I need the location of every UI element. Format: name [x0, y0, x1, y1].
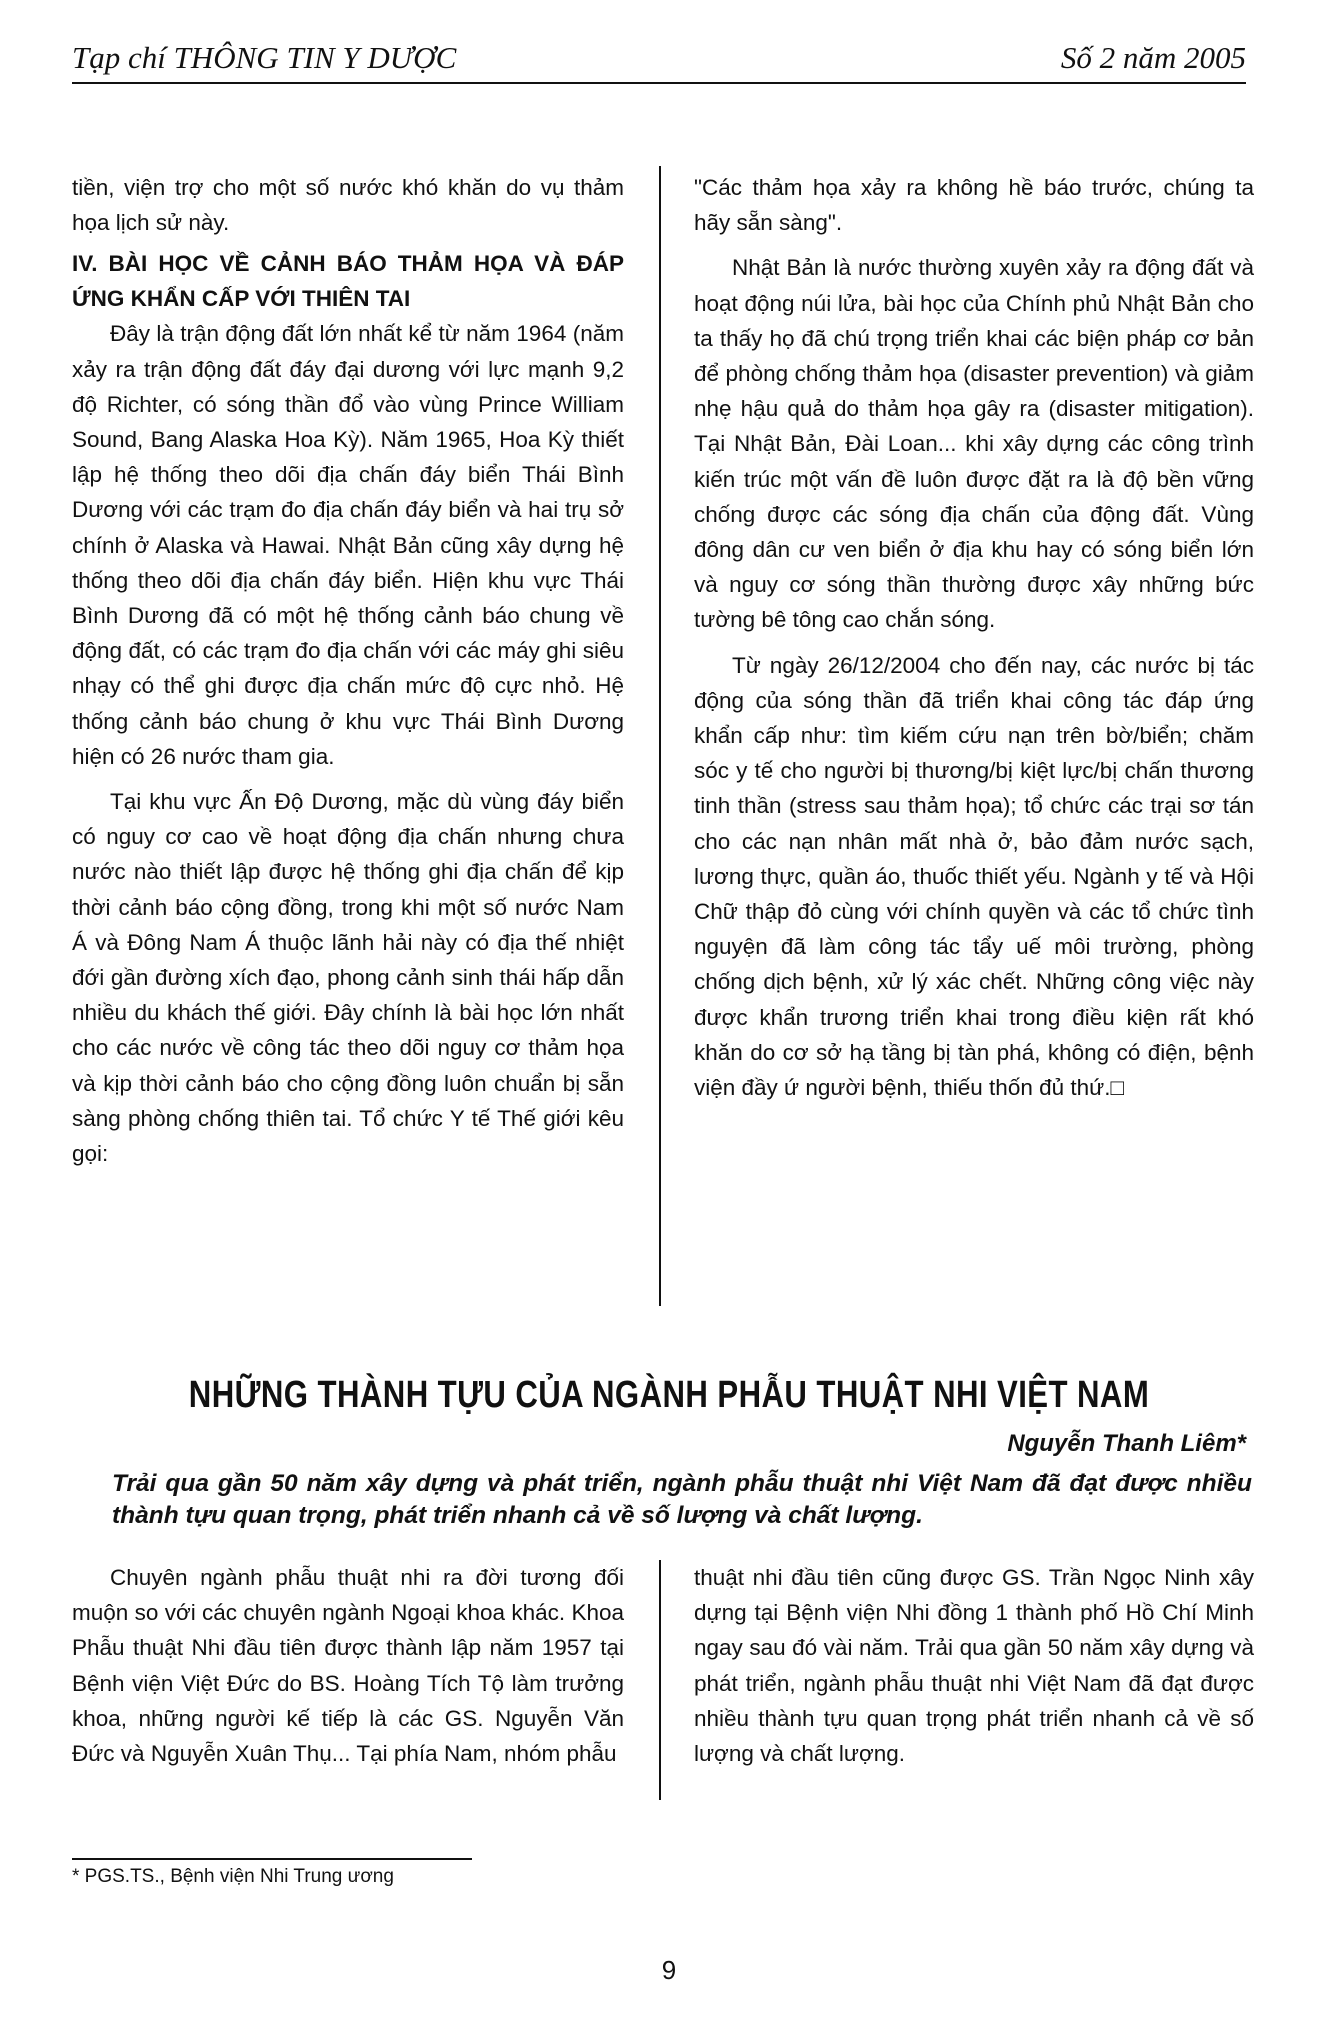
paragraph	[694, 648, 1254, 1106]
paragraph: thuật nhi đầu tiên cũng được GS. Trần Ngọc Ninh xây dựng tại Bệnh viện Nhi đồng 1 thành phố Hồ Chí Minh ngay sau đó vài năm. Trải qua gần 50 năm xây dựng và phát triển, ngành phẫu thuật nhi Việt Nam đã đạt được nhiều thành tựu quan trọng phát triển nhanh cả về số lượng và chất lượng.	[694, 1565, 1254, 1767]
issue-label: Số 2 năm 2005	[1060, 40, 1246, 75]
journal-title: Tạp chí THÔNG TIN Y DƯỢC	[72, 40, 457, 75]
column-divider	[659, 1560, 661, 1800]
article-title: NHỮNG THÀNH TỰU CỦA NGÀNH PHẪU THUẬT NHI VIỆT NAM	[188, 1374, 1150, 1416]
article-left-column	[72, 1560, 624, 1771]
end-mark: □	[1110, 1075, 1125, 1101]
right-column	[694, 170, 1254, 1105]
paragraph-text: Từ ngày 26/12/2004 cho đến nay, các nước bị tác động của sóng thần đã triển khai công tác đáp ứng khẩn cấp như: tìm kiếm cứu nạn trên bờ/biển; chăm sóc y tế cho người bị thương/bị kiệt lực/bị chấn thương tinh thần (stress sau thảm họa); tổ chức các trại sơ tán cho các nạn nhân mất nhà ở, bảo đảm nước sạch, lương thực, quần áo, thuốc thiết yếu. Ngành y tế và Hội Chữ thập đỏ cùng với chính quyền và các tổ chức tình nguyện đã làm công tác tẩy uế môi trường, phòng chống dịch bệnh, xử lý xác chết. Những công việc này được khẩn trương triển khai trong điều kiện rất khó khăn do cơ sở hạ tầng bị tàn phá, không có điện, bệnh viện đầy ứ người bệnh, thiếu thốn đủ thứ.	[694, 652, 1254, 1101]
section-heading: IV. BÀI HỌC VỀ CẢNH BÁO THẢM HỌA VÀ ĐÁP ỨNG KHẨN CẤP VỚI THIÊN TAI	[72, 251, 624, 312]
page-header	[72, 34, 1246, 84]
paragraph: "Các thảm họa xảy ra không hề báo trước, chúng ta hãy sẵn sàng".	[694, 175, 1254, 236]
paragraph: Chuyên ngành phẫu thuật nhi ra đời tương đối muộn so với các chuyên ngành Ngoại khoa khác. Khoa Phẫu thuật Nhi đầu tiên được thành lập năm 1957 tại Bệnh viện Việt Đức do BS. Hoàng Tích Tộ làm trưởng khoa, những người kế tiếp là các GS. Nguyễn Văn Đức và Nguyễn Xuân Thụ... Tại phía Nam, nhóm phẫu	[72, 1565, 624, 1767]
column-divider	[659, 166, 661, 1306]
paragraph: Tại khu vực Ấn Độ Dương, mặc dù vùng đáy biển có nguy cơ cao về hoạt động địa chấn nhưng chưa nước nào thiết lập được hệ thống ghi địa chấn để kịp thời cảnh báo cộng đồng, trong khi một số nước Nam Á và Đông Nam Á thuộc lãnh hải này có địa thế nhiệt đới gần đường xích đạo, phong cảnh sinh thái hấp dẫn nhiều du khách thế giới. Đây chính là bài học lớn nhất cho các nước về công tác theo dõi nguy cơ thảm họa và kịp thời cảnh báo cho cộng đồng luôn chuẩn bị sẵn sàng phòng chống thiên tai. Tổ chức Y tế Thế giới kêu gọi:	[72, 789, 624, 1167]
left-column	[72, 170, 624, 1171]
article-abstract: Trải qua gần 50 năm xây dựng và phát triển, ngành phẫu thuật nhi Việt Nam đã đạt được nhiều thành tựu quan trọng, phát triển nhanh cả về số lượng và chất lượng.	[112, 1470, 1252, 1529]
footnote: * PGS.TS., Bệnh viện Nhi Trung ương	[72, 1866, 394, 1887]
paragraph: Đây là trận động đất lớn nhất kể từ năm 1964 (năm xảy ra trận động đất đáy đại dương với lực mạnh 9,2 độ Richter, có sóng thần đổ vào vùng Prince William Sound, Bang Alaska Hoa Kỳ). Năm 1965, Hoa Kỳ thiết lập hệ thống theo dõi địa chấn đáy biển Thái Bình Dương với các trạm đo địa chấn đáy biển và hai trụ sở chính ở Alaska và Hawai. Nhật Bản cũng xây dựng hệ thống theo dõi địa chấn đáy biển. Hiện khu vực Thái Bình Dương đã có một hệ thống cảnh báo chung về động đất, có các trạm đo địa chấn với các máy ghi siêu nhạy có thể ghi được địa chấn mức độ cực nhỏ. Hệ thống cảnh báo chung ở khu vực Thái Bình Dương hiện có 26 nước tham gia.	[72, 321, 624, 769]
footnote-rule	[72, 1858, 472, 1860]
article-right-column	[694, 1560, 1254, 1771]
paragraph: tiền, viện trợ cho một số nước khó khăn do vụ thảm họa lịch sử này.	[72, 175, 624, 236]
paragraph: Nhật Bản là nước thường xuyên xảy ra động đất và hoạt động núi lửa, bài học của Chính phủ Nhật Bản cho ta thấy họ đã chú trọng triển khai các biện pháp cơ bản để phòng chống thảm họa (disaster prevention) và giảm nhẹ hậu quả do thảm họa gây ra (disaster mitigation). Tại Nhật Bản, Đài Loan... khi xây dựng các công trình kiến trúc một vấn đề luôn được đặt ra là độ bền vững chống được các sóng địa chấn của động đất. Vùng đông dân cư ven biển ở địa khu hay có sóng biển lớn và nguy cơ sóng thần thường được xây những bức tường bê tông cao chắn sóng.	[694, 255, 1254, 633]
page-number: 9	[661, 1955, 677, 1985]
article-author: Nguyễn Thanh Liêm*	[1007, 1430, 1246, 1457]
